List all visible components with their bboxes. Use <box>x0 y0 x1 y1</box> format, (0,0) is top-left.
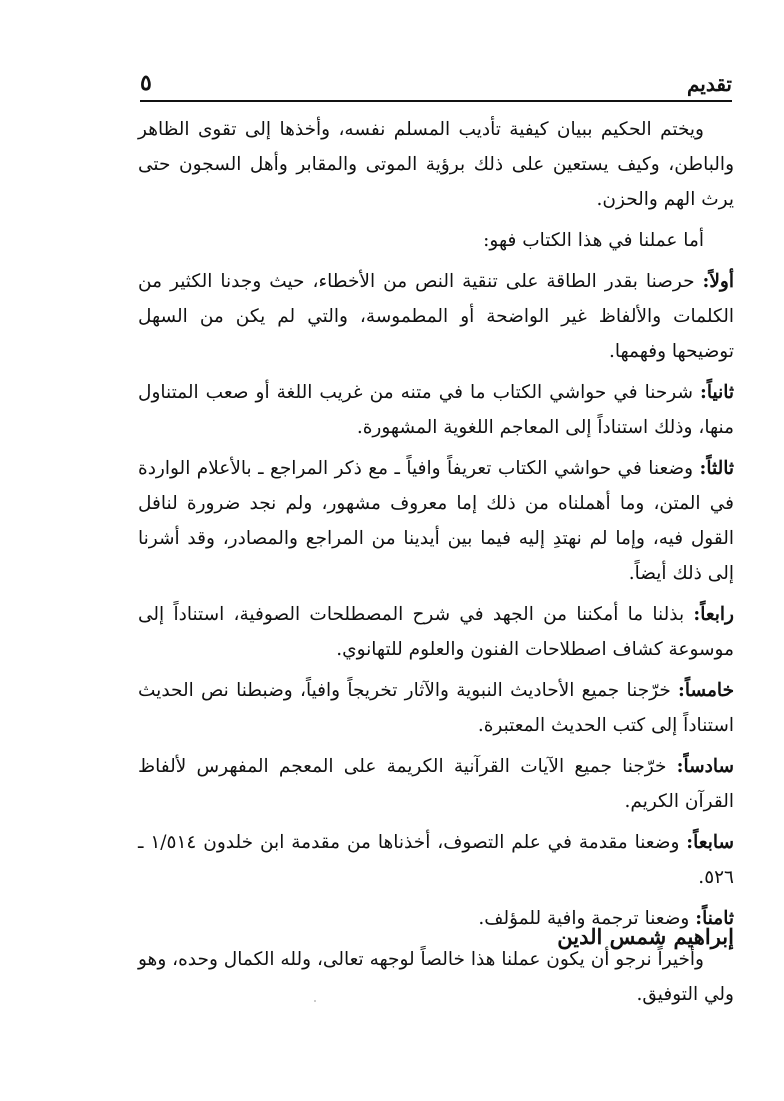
item-text: وضعنا ترجمة وافية للمؤلف. <box>478 908 696 929</box>
list-item-second <box>138 375 734 445</box>
list-item-fifth <box>138 673 734 743</box>
item-text: خرّجنا جميع الآيات القرآنية الكريمة على المعجم المفهرس لألفاظ القرآن الكريم. <box>138 756 734 812</box>
item-lead: ثامناً: <box>695 908 734 929</box>
scan-speck <box>314 1000 316 1002</box>
page-number: ٥ <box>140 70 152 96</box>
item-text: وضعنا مقدمة في علم التصوف، أخذناها من مقدمة ابن خلدون ١/٥١٤ ـ ٥٢٦. <box>138 832 734 888</box>
paragraph-text: ويختم الحكيم ببيان كيفية تأديب المسلم نفسه، وأخذها إلى تقوى الظاهر والباطن، وكيف يستعين على ذلك برؤية الموتى والمقابر وأهل السجون حتى يرث الهم والحزن. <box>138 119 734 210</box>
item-text: شرحنا في حواشي الكتاب ما في متنه من غريب اللغة أو صعب المتناول منها، وذلك استناداً إلى المعاجم اللغوية المشهورة. <box>138 382 734 438</box>
page-header <box>140 70 732 102</box>
item-lead: رابعاً: <box>693 604 734 625</box>
list-item-seventh <box>138 825 734 895</box>
item-text: وضعنا في حواشي الكتاب تعريفاً وافياً ـ مع ذكر المراجع ـ بالأعلام الواردة في المتن، وما أهملناه من ذلك إما معروف مشهور، ولم نجد ضرورة لنافل القول فيه، وإما لم نهتدِ إليه فيما بين أيدينا من المراجع والمصادر، وقد أشرنا إلى ذلك أيضاً. <box>138 458 734 584</box>
item-lead: سابعاً: <box>686 832 734 853</box>
work-intro-paragraph <box>138 223 734 258</box>
paragraph-text: أما عملنا في هذا الكتاب فهو: <box>483 230 704 251</box>
list-item-sixth <box>138 749 734 819</box>
list-item-first <box>138 264 734 369</box>
item-lead: أولاً: <box>702 271 734 292</box>
header-rule <box>140 100 732 102</box>
closing-paragraph <box>138 942 734 1012</box>
paragraph-text: وأخيراً نرجو أن يكون عملنا هذا خالصاً لوجهه تعالى، ولله الكمال وحده، وهو ولي التوفيق. <box>138 949 734 1005</box>
list-item-fourth <box>138 597 734 667</box>
item-lead: سادساً: <box>676 756 734 777</box>
chapter-title: تقديم <box>686 72 732 96</box>
author-signature: إبراهيم شمس الدين <box>557 924 734 949</box>
item-lead: خامساً: <box>678 680 734 701</box>
item-text: خرّجنا جميع الأحاديث النبوية والآثار تخريجاً وافياً، وضبطنا نص الحديث استناداً إلى كتب الحديث المعتبرة. <box>138 680 734 736</box>
item-lead: ثانياً: <box>700 382 734 403</box>
item-lead: ثالثاً: <box>699 458 734 479</box>
intro-paragraph <box>138 112 734 217</box>
item-text: حرصنا بقدر الطاقة على تنقية النص من الأخطاء، حيث وجدنا الكثير من الكلمات والألفاظ غير الواضحة أو المطموسة، والتي لم يكن من السهل توضيحها وفهمها. <box>138 271 734 362</box>
body-text <box>138 112 734 1012</box>
item-text: بذلنا ما أمكننا من الجهد في شرح المصطلحات الصوفية، استناداً إلى موسوعة كشاف اصطلاحات الفنون والعلوم للتهانوي. <box>138 604 734 660</box>
list-item-third <box>138 451 734 591</box>
